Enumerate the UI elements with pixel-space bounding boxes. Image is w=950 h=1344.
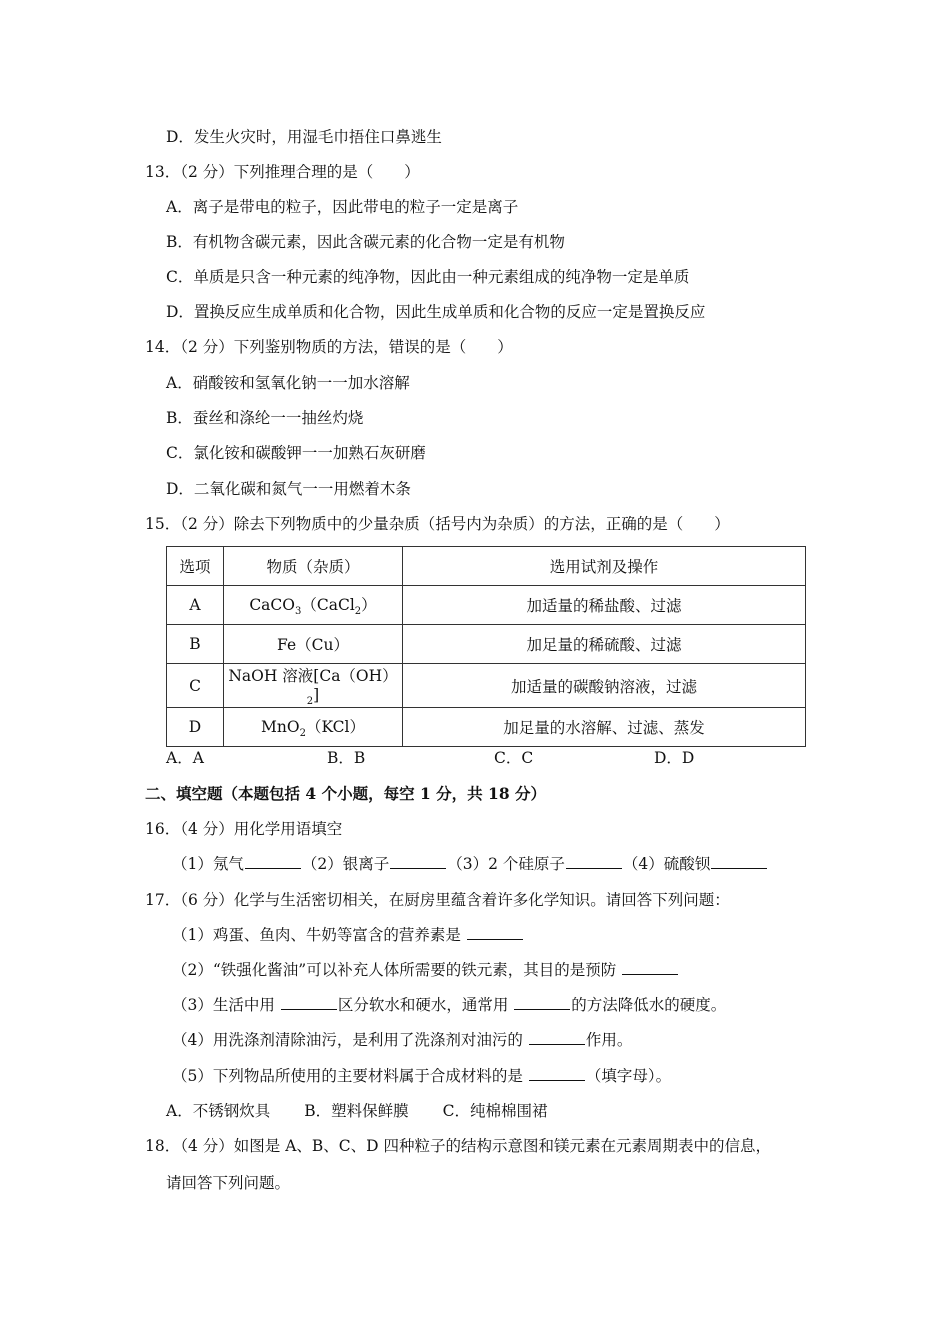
q13-option-b: B．有机物含碳元素，因此含碳元素的化合物一定是有机物 xyxy=(166,233,565,251)
answer-blank[interactable] xyxy=(281,995,337,1010)
q16-blanks: （1）氖气 （2）银离子 （3）2 个硅原子 （4）硫酸钡 xyxy=(172,854,768,874)
answer-blank[interactable] xyxy=(566,854,622,869)
q14-option-d: D．二氧化碳和氮气一一用燃着木条 xyxy=(166,480,411,498)
header-option: 选项 xyxy=(167,547,224,586)
q14-option-b: B．蚕丝和涤纶一一抽丝灼烧 xyxy=(166,409,364,427)
q13-option-c: C．单质是只含一种元素的纯净物，因此由一种元素组成的纯净物一定是单质 xyxy=(166,268,690,286)
row-substance: MnO$_2$（KCl） xyxy=(224,708,403,747)
row-option: A xyxy=(167,586,224,625)
answer-blank[interactable] xyxy=(467,925,523,940)
table-row xyxy=(167,625,806,664)
row-option: B xyxy=(167,625,224,664)
q17-option-b: B．塑料保鲜膜 xyxy=(304,1102,409,1120)
q17-sub-1: （1）鸡蛋、鱼肉、牛奶等富含的营养素是 xyxy=(172,925,524,945)
header-substance: 物质（杂质） xyxy=(224,547,403,586)
answer-blank[interactable] xyxy=(711,854,767,869)
q17-sub-2: （2）“铁强化酱油”可以补充人体所需要的铁元素，其目的是预防 xyxy=(172,960,679,980)
q13-stem: 13．（2 分）下列推理合理的是（ ） xyxy=(145,163,420,181)
q12-option-d: D．发生火灾时，用湿毛巾捂住口鼻逃生 xyxy=(166,128,442,146)
q17-sub-5: （5）下列物品所使用的主要材料属于合成材料的是 （填字母）。 xyxy=(172,1067,672,1085)
q17-options xyxy=(166,1101,547,1121)
table-row xyxy=(167,664,806,708)
answer-blank[interactable] xyxy=(529,1066,585,1081)
answer-blank[interactable] xyxy=(514,995,570,1010)
header-method: 选用试剂及操作 xyxy=(403,547,806,586)
row-substance: CaCO$_3$（CaCl$_2$） xyxy=(224,586,403,625)
q17-sub-3: （3）生活中用 区分软水和硬水，通常用 的方法降低水的硬度。 xyxy=(172,996,727,1014)
q14-option-a: A．硝酸铵和氢氧化钠一一加水溶解 xyxy=(166,374,410,392)
table-row xyxy=(167,708,806,747)
q17-option-c: C．纯棉棉围裙 xyxy=(442,1102,548,1120)
q15-answer-c: C．C xyxy=(494,749,534,767)
q15-answer-d: D．D xyxy=(654,749,695,767)
row-method: 加足量的稀硫酸、过滤 xyxy=(403,625,806,664)
q18-stem-continued: 请回答下列问题。 xyxy=(166,1174,291,1192)
section-2-title: 二、填空题（本题包括 4 个小题，每空 1 分，共 18 分） xyxy=(145,784,547,803)
q13-option-d: D．置换反应生成单质和化合物，因此生成单质和化合物的反应一定是置换反应 xyxy=(166,303,706,321)
answer-blank[interactable] xyxy=(390,854,446,869)
q14-stem: 14．（2 分）下列鉴别物质的方法，错误的是（ ） xyxy=(145,338,513,356)
q15-answer-a: A．A xyxy=(166,749,204,767)
answer-blank[interactable] xyxy=(622,960,678,975)
table-header-row xyxy=(167,547,806,586)
q18-stem: 18．（4 分）如图是 A、B、C、D 四种粒子的结构示意图和镁元素在元素周期表中的信息， xyxy=(145,1137,771,1155)
row-method: 加适量的碳酸钠溶液，过滤 xyxy=(403,664,806,708)
table-row xyxy=(167,586,806,625)
q14-option-c: C．氯化铵和碳酸钾一一加熟石灰研磨 xyxy=(166,444,426,462)
row-option: D xyxy=(167,708,224,747)
row-option: C xyxy=(167,664,224,708)
q17-option-a: A．不锈钢炊具 xyxy=(166,1102,271,1120)
q17-sub-4: （4）用洗涤剂清除油污，是利用了洗涤剂对油污的 作用。 xyxy=(172,1031,633,1049)
answer-blank[interactable] xyxy=(529,1030,585,1045)
row-substance: Fe（Cu） xyxy=(224,625,403,664)
row-method: 加足量的水溶解、过滤、蒸发 xyxy=(403,708,806,747)
q17-stem: 17．（6 分）化学与生活密切相关，在厨房里蕴含着许多化学知识。请回答下列问题： xyxy=(145,891,730,909)
q15-answer-b: B．B xyxy=(327,749,366,767)
row-substance: NaOH 溶液$[Ca(OH)_2]$ xyxy=(224,664,403,708)
q13-option-a: A．离子是带电的粒子，因此带电的粒子一定是离子 xyxy=(166,198,519,216)
answer-blank[interactable] xyxy=(245,854,301,869)
q15-table xyxy=(166,546,806,747)
q15-stem: 15．（2 分）除去下列物质中的少量杂质（括号内为杂质）的方法，正确的是（ ） xyxy=(145,515,730,533)
row-method: 加适量的稀盐酸、过滤 xyxy=(403,586,806,625)
q16-stem: 16．（4 分）用化学用语填空 xyxy=(145,820,343,838)
